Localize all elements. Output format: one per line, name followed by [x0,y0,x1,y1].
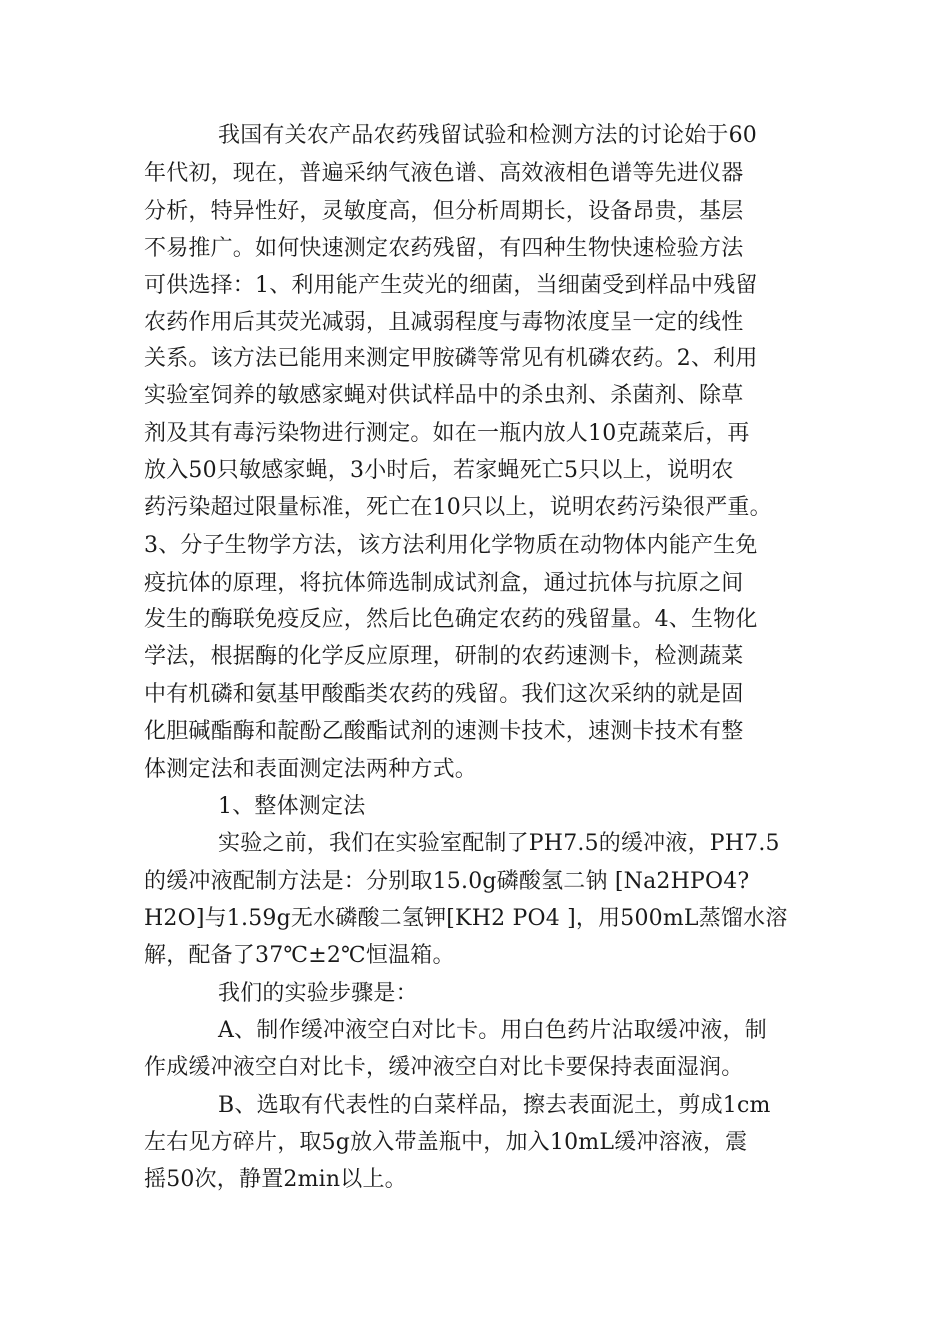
text-line: 我们的实验步骤是： [218,981,418,1006]
text-line: 解，配备了37℃±2℃恒温箱。 [144,943,455,968]
text-line: 药污染超过限量标准，死亡在10只以上，说明农药污染很严重。 [144,495,772,520]
text-line: 我国有关农产品农药残留试验和检测方法的讨论始于60 [218,123,757,148]
text-line: A、制作缓冲液空白对比卡。用白色药片沾取缓冲液，制 [218,1018,767,1043]
text-line: 不易推广。如何快速测定农药残留，有四种生物快速检验方法 [144,236,744,261]
text-line: 3、分子生物学方法，该方法利用化学物质在动物体内能产生免 [144,533,758,558]
text-line: 剂及其有毒污染物进行测定。如在一瓶内放人10克蔬菜后，再 [144,421,750,446]
text-line: 化胆碱酯酶和靛酚乙酸酯试剂的速测卡技术，速测卡技术有整 [144,719,744,744]
text-line: 分析，特异性好，灵敏度高，但分析周期长，设备昂贵，基层 [144,199,744,224]
text-line: 年代初，现在，普遍采纳气液色谱、高效液相色谱等先进仪器 [144,161,744,186]
text-line: 可供选择：1、利用能产生荧光的细菌，当细菌受到样品中残留 [144,273,758,298]
text-line: 的缓冲液配制方法是：分别取15.0g磷酸氢二钠 [Na2HPO4? [144,869,750,894]
text-line: 实验之前，我们在实验室配制了PH7.5的缓冲液，PH7.5 [218,831,780,856]
text-line: 关系。该方法已能用来测定甲胺磷等常见有机磷农药。2、利用 [144,346,758,371]
text-line: 作成缓冲液空白对比卡，缓冲液空白对比卡要保持表面湿润。 [144,1055,744,1080]
text-line: 学法，根据酶的化学反应原理，研制的农药速测卡，检测蔬菜 [144,644,744,669]
text-line: 放入50只敏感家蝇，3小时后，若家蝇死亡5只以上，说明农 [144,458,734,483]
text-line: 摇50次，静置2min以上。 [144,1167,407,1192]
text-line: H2O]与1.59g无水磷酸二氢钾[KH2 PO4 ]，用500mL蒸馏水溶 [144,906,788,931]
text-line: 疫抗体的原理，将抗体筛选制成试剂盒，通过抗体与抗原之间 [144,571,744,596]
text-line: B、选取有代表性的白菜样品，擦去表面泥土，剪成1cm [218,1093,771,1118]
text-line: 左右见方碎片，取5g放入带盖瓶中，加入10mL缓冲溶液，震 [144,1130,748,1155]
text-line: 发生的酶联免疫反应，然后比色确定农药的残留量。4、生物化 [144,607,758,632]
text-line: 中有机磷和氨基甲酸酯类农药的残留。我们这次采纳的就是固 [144,682,744,707]
text-line: 农药作用后其荧光减弱，且减弱程度与毒物浓度呈一定的线性 [144,310,744,335]
text-line: 体测定法和表面测定法两种方式。 [144,757,478,782]
text-line: 实验室饲养的敏感家蝇对供试样品中的杀虫剂、杀菌剂、除草 [144,383,744,408]
section-heading: 1、整体测定法 [218,794,366,819]
